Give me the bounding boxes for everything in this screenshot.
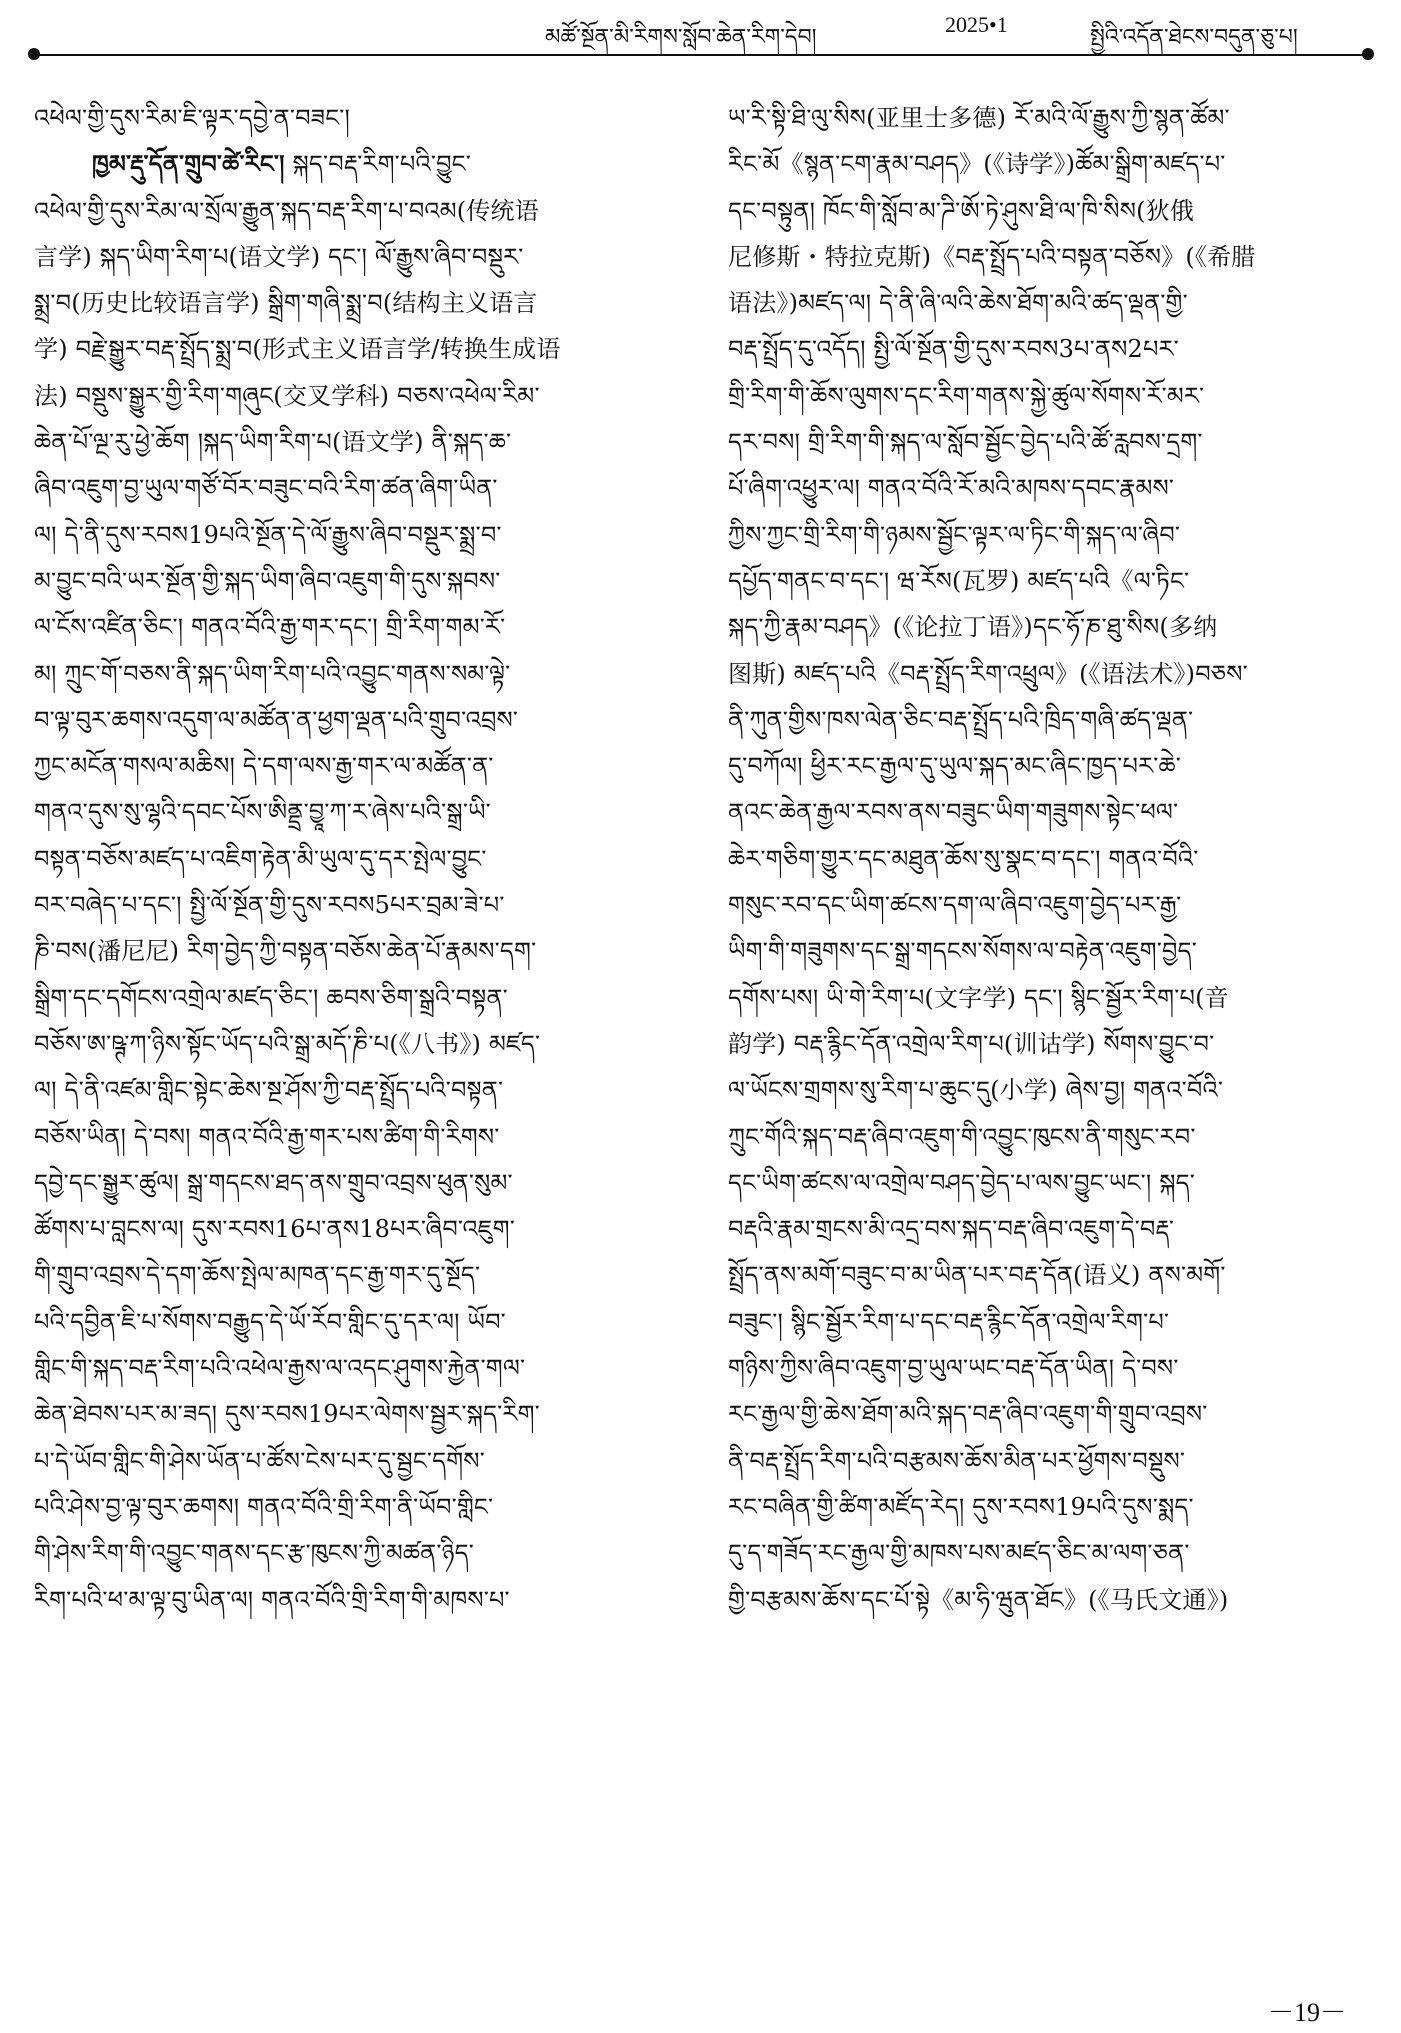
text-line (728, 743, 1374, 789)
left-text-column (34, 95, 680, 1955)
line-text: ཡིག་གི་གཟུགས་དང་སྒྲ་གདངས་སོགས་ལ་བརྟེན་འཇུག་བྱེད་ (728, 937, 1197, 966)
text-line (34, 280, 680, 326)
text-line (34, 1484, 680, 1530)
text-line (728, 1391, 1374, 1437)
text-line (728, 1160, 1374, 1206)
journal-title: མཚོ་སྔོན་མི་རིགས་སློབ་ཆེན་རིག་དེབ། (545, 25, 817, 50)
text-line (34, 1252, 680, 1298)
text-line (728, 975, 1374, 1021)
overall-issue-label: སྤྱིའི་འདོན་ཐེངས་བདུན་ཅུ་པ། (1090, 25, 1298, 50)
line-text: གི་གྲུབ་འབྲས་དེ་དག་ཆོས་སྤེལ་མཁན་དང་རྒྱ་གར་དུ་སྔོད་ (34, 1261, 481, 1290)
line-text: པའི་ཤེས་བྱ་ལྟ་བུར་ཆགས། གནའ་བོའི་གྲི་རིག་ནི་ཡོབ་གླིང་ (34, 1492, 494, 1521)
text-line (34, 1577, 680, 1623)
line-text: བར་བཞེད་པ་དང་། སྤྱི་ལོ་སྔོན་གྱི་དུས་རབས5པར་བྲམ་ཟེ་པ་ (34, 891, 505, 920)
text-line (728, 1299, 1374, 1345)
text-line (34, 697, 680, 743)
text-line (34, 1345, 680, 1391)
text-line (34, 882, 680, 928)
line-text: སྨྲ་བ(历史比较语言学) སྒྲིག་གཞི་སྨྲ་བ(结构主义语言 (34, 289, 538, 318)
line-text: ཚོགས་པ་བླངས་ལ། དུས་རབས16པ་ནས18པར་ཞིབ་འཇུག་ (34, 1215, 515, 1244)
text-line (728, 419, 1374, 465)
text-line (728, 280, 1374, 326)
text-line (728, 1206, 1374, 1252)
line-text: རང་རྒྱལ་གྱི་ཆེས་ཐོག་མའི་སྐད་བརྡ་ཞིབ་འཇུག་གི་གྲུབ་འབྲས་ (728, 1400, 1208, 1429)
line-text: 尼修斯・特拉克斯)《བརྡ་སྤྲོད་པའི་བསྟན་བཅོས》(《希腊 (728, 242, 1256, 271)
text-line (34, 465, 680, 511)
text-line (34, 651, 680, 697)
text-line (34, 1438, 680, 1484)
text-line (34, 975, 680, 1021)
text-line (728, 604, 1374, 650)
text-line (728, 465, 1374, 511)
line-text: གཉིས་ཀྱིས་ཞིབ་འཇུག་བྱ་ཡུལ་ཡང་བརྡ་དོན་ཡིན། དེ་བས་ (728, 1354, 1179, 1383)
text-line (728, 234, 1374, 280)
text-line (728, 141, 1374, 187)
line-text: བཅོས་ཨ་ཥྚ་ཀ་ཉིས་སྟོང་ཡོད་པའི་སྒྲ་མདོ་ཎི་པ(《八书》) མཛད་ (34, 1029, 541, 1058)
line-text: པ་དེ་ཡོབ་གླིང་གི་ཤེས་ཡོན་པ་ཚོས་ངེས་པར་དུ་སྦྱང་དགོས་ (34, 1446, 485, 1475)
line-text: 法) བསྡུས་སྒྱུར་གྱི་རིག་གཞུང(交叉学科) བཅས་འཕེལ་རིམ་ (34, 381, 540, 410)
line-text: པའི་དབྱིན་ཇི་པ་སོགས་བརྒྱུད་དེ་ཡོ་རོབ་གླིང་དུ་དར་ལ། ཡོབ་ (34, 1307, 506, 1336)
line-text: དཔྱོད་གནང་བ་དང་། ཝ་རོས(瓦罗) མཛད་པའི《ལ་ཏིང་ (728, 566, 1190, 595)
line-text: རང་བཞིན་གྱི་ཚིག་མཛོད་རེད། དུས་རབས19པའི་དུས་སྨད་ (728, 1492, 1194, 1521)
line-text: གྱི་བརྩམས་ཆོས་དང་པོ་སྟེ《མ་ཧི་ཝུན་ཐོང》(《马氏文通》) (728, 1585, 1229, 1614)
text-line (34, 558, 680, 604)
line-text: ནའང་ཆེན་རྒྱལ་རབས་ནས་བཟུང་ཡིག་གཟུགས་སྟེང་ཕལ་ (728, 798, 1179, 827)
text-line (728, 1577, 1374, 1623)
text-line (34, 604, 680, 650)
text-line (728, 789, 1374, 835)
text-line (34, 836, 680, 882)
text-line (34, 1067, 680, 1113)
running-header (0, 0, 1401, 60)
line-text: དུ་བཀོལ། ཕྱིར་རང་རྒྱལ་དུ་ཡུལ་སྐད་མང་ཞིང་ཁྱད་པར་ཆེ་ (728, 752, 1182, 781)
author-name: ཁྱམ་རྡུ་དོན་གྲུབ་ཚེ་རིང་། (92, 149, 285, 179)
line-text: 言学) སྐད་ཡིག་རིག་པ(语文学) དང་། ལོ་རྒྱུས་ཞིབ་བསྡུར་ (34, 242, 524, 271)
text-line (34, 512, 680, 558)
line-text: པོ་ཞིག་འཕྱུར་ལ། གནའ་བོའི་རོ་མའི་མཁས་དབང་རྣམས་ (728, 474, 1175, 503)
line-text: གི་ཤེས་རིག་གི་འབྱུང་གནས་དང་རྩ་ཁུངས་ཀྱི་མཚན་ཉིད་ (34, 1539, 474, 1568)
line-text: རིང་མོ《སྙན་ངག་རྣམ་བཤད》(《诗学》)ཚོམ་སྒྲིག་མཛད་པ་ (728, 150, 1226, 179)
text-line (34, 326, 680, 372)
line-text: བརྡ་སྤྲོད་དུ་འདོད། སྤྱི་ལོ་སྔོན་གྱི་དུས་རབས3པ་ནས2པར་ (728, 335, 1179, 364)
text-line (728, 1021, 1374, 1067)
text-line (34, 1021, 680, 1067)
text-line (728, 95, 1374, 141)
line-text: གྲི་རིག་གི་ཆོས་ལུགས་དང་རིག་གནས་སྐྱེ་ཚུལ་སོགས་རོ་མར་ (728, 381, 1205, 410)
text-line (34, 1299, 680, 1345)
line-text: བཟུང་། སྙིང་སྦྱོར་རིག་པ་དང་བརྡ་རྙིང་དོན་འགྲེལ་རིག་པ་ (728, 1307, 1170, 1336)
text-line (728, 1438, 1374, 1484)
line-text: གསུང་རབ་དང་ཡིག་ཚངས་དག་ལ་ཞིབ་འཇུག་བྱེད་པར་རྒྱ་ (728, 891, 1182, 920)
line-text: རིག་པའི་ཕ་མ་ལྟ་བུ་ཡིན་ལ། གནའ་བོའི་གྲི་རིག་གི་མཁས་པ་ (34, 1585, 510, 1614)
line-text: གནའ་དུས་སུ་ལྷའི་དབང་པོས་ཨིནྡྲ་བྱཱ་ཀ་ར་ཞེས་པའི་སྒྲ་ཡི་ (34, 798, 491, 827)
line-text: ཞིབ་འཇུག་བྱ་ཡུལ་གཙོ་བོར་བཟུང་བའི་རིག་ཚན་ཞིག་ཡིན་ (34, 474, 498, 503)
text-line (34, 1160, 680, 1206)
text-line (34, 188, 680, 234)
text-line (34, 234, 680, 280)
text-line (728, 373, 1374, 419)
text-line (728, 1484, 1374, 1530)
line-text: ལ་ངོས་འཛིན་ཅིང་། གནའ་བོའི་རྒྱ་གར་དང་། གྲི་རིག་གམ་རོ་ (34, 613, 506, 642)
text-line (728, 1114, 1374, 1160)
line-text: ཎི་བས(潘尼尼) རིག་བྱེད་ཀྱི་བསྟན་བཅོས་ཆེན་པོ་རྣམས་དག་ (34, 937, 537, 966)
line-text: ཆེན་པོ་ལྔ་རུ་ཕྱེ་ཆོག །སྐད་ཡིག་རིག་པ(语文学) ནི་སྐད་ཆ་ (34, 428, 512, 457)
line-text: ཆེན་ཐེབས་པར་མ་ཟད། དུས་རབས19པར་ལེགས་སྦྱར་སྐད་རིག་ (34, 1400, 540, 1429)
line-text: ལ། དེ་ནི་དུས་རབས19པའི་སྔོན་དེ་ལོ་རྒྱུས་ཞིབ་བསྡུར་སྨྲ་བ་ (34, 520, 502, 549)
line-text: 图斯) མཛད་པའི《བརྡ་སྤྲོད་རིག་འཕྲུལ》(《语法术》)བཅས་ (728, 659, 1248, 688)
text-line (34, 1530, 680, 1576)
text-line (34, 1391, 680, 1437)
line-text: དང་བསྟུན། ཁོང་གི་སློབ་མ་ཌི་ཨོ་ཏེ་ཤུས་ཐི་ལ་ཁི་སིས(狄俄 (728, 196, 1195, 225)
text-line (34, 1114, 680, 1160)
right-text-column (728, 95, 1374, 1955)
line-text: མ། ཀྲུང་གོ་བཅས་ནི་སྐད་ཡིག་རིག་པའི་འབྱུང་གནས་སམ་ལྟེ་ (34, 659, 511, 688)
text-line (34, 419, 680, 465)
line-text: དུ་ད་གཟོད་རང་རྒྱལ་གྱི་མཁས་པས་མཛད་ཅིང་མ་ལག་ཅན་ (728, 1539, 1190, 1568)
rule-end-dot-right (1362, 48, 1374, 60)
text-line (34, 1206, 680, 1252)
text-line (728, 882, 1374, 928)
line-text: སྒྲིག་དང་དགོངས་འགྲེལ་མཛད་ཅིང་། ཆབས་ཅིག་སྒྲའི་བསྟན་ (34, 983, 508, 1012)
text-line (34, 928, 680, 974)
line-text: ཀྲུང་གོའི་སྐད་བརྡ་ཞིབ་འཇུག་གི་འབྱུང་ཁུངས་ནི་གསུང་རབ་ (728, 1122, 1196, 1151)
line-text: ནི་ཀུན་གྱིས་ཁས་ལེན་ཅིང་བརྡ་སྤྲོད་པའི་ཁྲིད་གཞི་ཚད་ལྡན་ (728, 705, 1194, 734)
line-text: 韵学) བརྡ་རྙིང་དོན་འགྲེལ་རིག་པ(训诂学) སོགས་བྱུང་བ་ (728, 1029, 1215, 1058)
text-line (34, 141, 680, 187)
line-text: འཕེལ་གྱི་དུས་རིམ་ཇི་ལྟར་དབྱེ་ན་བཟང་། (34, 104, 351, 132)
line-text: བསྟན་བཅོས་མཛད་པ་འཇིག་རྟེན་མི་ཡུལ་དུ་དར་སྤེལ་བྱུང་ (34, 844, 487, 873)
text-line (728, 326, 1374, 372)
line-text: 学) བརྗེ་སྒྱུར་བརྡ་སྤྲོད་སྨྲ་བ(形式主义语言学/转换生成语 (34, 335, 561, 364)
line-text: སྐད་བརྡ་རིག་པའི་བྱུང་ (284, 150, 471, 179)
line-text: དབྱེ་དང་སྒྱུར་ཚུལ། སྒྲ་གདངས་ཐད་ནས་གྲུབ་འབྲས་ཕུན་སུམ་ (34, 1168, 513, 1197)
line-text: སྐད་ཀྱི་རྣམ་བཤད》(《论拉丁语》)དང་ཧོ་ཎ་ཐུ་སིས(多纳 (728, 613, 1218, 642)
text-line (728, 558, 1374, 604)
text-line (34, 373, 680, 419)
text-line (34, 789, 680, 835)
text-line (728, 697, 1374, 743)
text-line (728, 1345, 1374, 1391)
line-text: དང་ཡིག་ཚངས་ལ་འགྲེལ་བཤད་བྱེད་པ་ལས་བྱུང་ཡང་། སྐད་ (728, 1168, 1195, 1197)
text-line (34, 743, 680, 789)
line-text: འཕེལ་གྱི་དུས་རིམ་ལ་སྲོལ་རྒྱུན་སྐད་བརྡ་རིག་པ་བའམ(传统语 (34, 196, 539, 225)
line-text: ཀྱིས་ཀྱང་གྲི་རིག་གི་ཉམས་སྦྱོང་ལྟར་ལ་ཏིང་གི་སྐད་ལ་ཞིབ་ (728, 520, 1181, 549)
line-text: གླིང་གི་སྐད་བརྡ་རིག་པའི་འཕེལ་རྒྱས་ལ་འདང་ཤུགས་རྐྱེན་གལ་ (34, 1354, 526, 1383)
line-text: ལ་ཡོངས་གྲགས་སུ་རིག་པ་ཆུང་དུ(小学) ཞེས་བྱ། གནའ་བོའི་ (728, 1076, 1224, 1105)
line-text: བཅོས་ཡིན། དེ་བས། གནའ་བོའི་རྒྱ་གར་པས་ཚིག་གི་རིགས་ (34, 1122, 500, 1151)
text-line (728, 928, 1374, 974)
line-text: བ་ལྟ་བུར་ཆགས་འདུག་ལ་མཚོན་ན་ཕྱག་ལྡན་པའི་གྲུབ་འབྲས་ (34, 705, 519, 734)
line-text: བརྡའི་རྣམ་གྲངས་མི་འདྲ་བས་སྐད་བརྡ་ཞིབ་འཇུག་དེ་བརྡ་ (728, 1215, 1175, 1244)
text-line (728, 1067, 1374, 1113)
line-text: 语法》)མཛད་ལ། དེ་ནི་ཞི་ལའི་ཆེས་ཐོག་མའི་ཚད་ལྡན་གྱི་ (728, 289, 1188, 318)
line-text: ནི་བརྡ་སྤྲོད་རིག་པའི་བརྩམས་ཆོས་མིན་པར་ཕྱོགས་བསྡུས་ (728, 1446, 1186, 1475)
text-line (728, 188, 1374, 234)
text-line (728, 512, 1374, 558)
line-text: དར་བས། གྲི་རིག་གི་སྐད་ལ་སློབ་སྦྱོང་བྱེད་པའི་ཚོ་རླབས་དྲག་ (728, 428, 1203, 457)
line-text: དགོས་པས། ཡི་གེ་རིག་པ(文字学) དང་། སྙིང་སྦྱོར་རིག་པ(音 (728, 983, 1229, 1012)
line-text: ཡ་རི་སྟི་ཐི་ལུ་སིས(亚里士多德) རོ་མའི་ལོ་རྒྱུས་ཀྱི་སྙན་ཚོམ་ (728, 104, 1230, 132)
text-line (34, 95, 680, 141)
text-line (728, 651, 1374, 697)
line-text: སྤྲོད་ནས་མགོ་བཟུང་བ་མ་ཡིན་པར་བརྡ་དོན(语义) ནས་མགོ་ (728, 1261, 1226, 1290)
line-text: མ་བྱུང་བའི་ཡར་སྔོན་གྱི་སྐད་ཡིག་ཞིབ་འཇུག་གི་དུས་སྐབས་ (34, 566, 501, 595)
header-rule (34, 54, 1368, 56)
text-line (728, 836, 1374, 882)
text-line (728, 1530, 1374, 1576)
line-text: ཆེར་གཅིག་གྱུར་དང་མཐུན་ཆོས་སུ་སྣང་བ་དང་། གནའ་བོའི་ (728, 844, 1199, 873)
line-text: ཀྱང་མངོན་གསལ་མཆིས། དེ་དག་ལས་རྒྱ་གར་ལ་མཚོན་ན་ (34, 752, 494, 781)
text-line (728, 1252, 1374, 1298)
issue-number: 2025•1 (945, 12, 1008, 37)
page-number: －19－ (1268, 1998, 1347, 2027)
line-text: ལ། དེ་ནི་འཛམ་གླིང་སྟེང་ཆེས་སྔ་ཤོས་ཀྱི་བརྡ་སྤྲོད་པའི་བསྟན་ (34, 1076, 504, 1105)
